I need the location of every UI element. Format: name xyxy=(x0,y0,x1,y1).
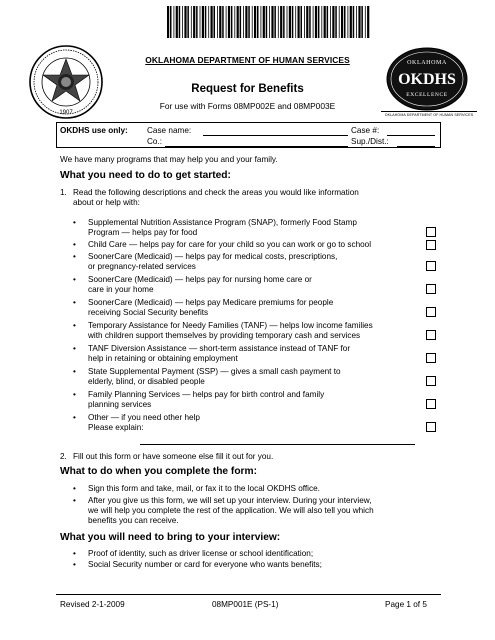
program-item-line2: Program — helps pay for food xyxy=(88,228,198,237)
bullet-dot: • xyxy=(73,321,76,330)
item2-text: Fill out this form or have someone else fill it out for you. xyxy=(73,452,274,461)
bullet-dot: • xyxy=(73,496,76,505)
program-item-line1: Other — if you need other help xyxy=(88,413,200,422)
case-number-field[interactable] xyxy=(387,134,435,136)
section3-bullet2: Social Security number or card for everyone who wants benefits; xyxy=(88,560,322,569)
program-item-line1: SoonerCare (Medicaid) — helps pay Medicare premiums for people xyxy=(88,298,334,307)
program-item-line1: State Supplemental Payment (SSP) — gives a small cash payment to xyxy=(88,367,341,376)
page-subtitle: For use with Forms 08MP002E and 08MP003E xyxy=(159,101,336,111)
office-use-box xyxy=(56,122,441,148)
okdhs-logo xyxy=(385,46,469,112)
program-item-line1: Temporary Assistance for Needy Families (TANF) — helps low income families xyxy=(88,321,373,330)
bullet-dot: • xyxy=(73,390,76,399)
logo-main-text: OKDHS xyxy=(398,71,456,88)
program-item-line1: Family Planning Services — helps pay for birth control and family xyxy=(88,390,325,399)
logo-top-text: OKLAHOMA xyxy=(407,60,447,66)
bullet-dot: • xyxy=(73,549,76,558)
logo-bottom-text: EXCELLENCE xyxy=(406,92,448,98)
bullet-dot: • xyxy=(73,275,76,284)
item2-number: 2. xyxy=(60,452,67,461)
logo-tagline: OKLAHOMA DEPARTMENT OF HUMAN SERVICES xyxy=(381,111,477,117)
item1-number: 1. xyxy=(60,188,67,197)
seal-year: 1907 xyxy=(59,110,73,116)
agency-name: OKLAHOMA DEPARTMENT OF HUMAN SERVICES xyxy=(145,55,350,65)
bullet-dot: • xyxy=(73,344,76,353)
program-item-line2: receiving Social Security benefits xyxy=(88,308,209,317)
item1-text-line2: about or help with: xyxy=(73,198,140,207)
program-checkbox[interactable] xyxy=(426,353,436,363)
section2-bullet2-line3: benefits you can receive. xyxy=(88,516,179,525)
footer-rule xyxy=(56,594,441,595)
program-checkbox[interactable] xyxy=(426,307,436,317)
bullet-dot: • xyxy=(73,298,76,307)
program-checkbox[interactable] xyxy=(426,330,436,340)
sup-dist-field[interactable] xyxy=(397,145,435,147)
footer-revised: Revised 2-1-2009 xyxy=(60,600,125,609)
bullet-dot: • xyxy=(73,252,76,261)
program-checkbox[interactable] xyxy=(426,240,436,250)
program-checkbox[interactable] xyxy=(426,261,436,271)
section2-heading: What to do when you complete the form: xyxy=(60,466,257,477)
program-item-line2: elderly, blind, or disabled people xyxy=(88,377,205,386)
program-item-line1: Supplemental Nutrition Assistance Program (SNAP), formerly Food Stamp xyxy=(88,218,357,227)
bullet-dot: • xyxy=(73,240,76,249)
state-seal-icon xyxy=(28,44,104,120)
bullet-dot: • xyxy=(73,484,76,493)
item1-text-line1: Read the following descriptions and check the areas you would like information xyxy=(73,188,359,197)
page-title: Request for Benefits xyxy=(191,83,304,95)
case-number-label: Case #: xyxy=(351,126,380,135)
program-item-line2: with children support themselves by providing temporary cash and services xyxy=(88,331,361,340)
bullet-dot: • xyxy=(73,367,76,376)
program-item-line2: planning services xyxy=(88,400,152,409)
program-item-line2: care in your home xyxy=(88,285,154,294)
program-item-line1: TANF Diversion Assistance — short-term assistance instead of TANF for xyxy=(88,344,351,353)
program-item-line1: SoonerCare (Medicaid) — helps pay for nursing home care or xyxy=(88,275,312,284)
program-item-line2: or pregnancy-related services xyxy=(88,262,196,271)
case-name-label: Case name: xyxy=(147,126,192,135)
section1-heading: What you need to do to get started: xyxy=(60,170,231,181)
section3-bullet1: Proof of identity, such as driver license or school identification; xyxy=(88,549,314,558)
program-item-line1: Child Care — helps pay for care for your child so you can work or go to school xyxy=(88,240,372,249)
program-checkbox[interactable] xyxy=(426,376,436,386)
intro-text: We have many programs that may help you and your family. xyxy=(60,155,278,164)
section3-heading: What you will need to bring to your interview: xyxy=(60,532,281,543)
bullet-dot: • xyxy=(73,413,76,422)
other-help-line[interactable] xyxy=(140,443,415,445)
case-name-field[interactable] xyxy=(203,134,348,136)
program-item-line1: SoonerCare (Medicaid) — helps pay for medical costs, prescriptions, xyxy=(88,252,338,261)
barcode-icon xyxy=(165,6,370,38)
county-label: Co.: xyxy=(147,137,163,146)
footer-page-number: Page 1 of 5 xyxy=(385,600,427,609)
program-checkbox[interactable] xyxy=(426,284,436,294)
sup-dist-label: Sup./Dist.: xyxy=(351,137,389,146)
section2-bullet2-line1: After you give us this form, we will set up your interview. During your interview, xyxy=(88,496,372,505)
footer-form-number: 08MP001E (PS-1) xyxy=(212,600,279,609)
okdhs-logo-icon xyxy=(385,46,469,112)
office-use-label: OKDHS use only: xyxy=(60,126,128,135)
section2-bullet2-line2: we will help you complete the rest of the application. We will also tell you which xyxy=(88,506,374,515)
program-item-line2: Please explain: xyxy=(88,423,144,432)
program-checkbox[interactable] xyxy=(426,399,436,409)
bullet-dot: • xyxy=(73,560,76,569)
program-checkbox[interactable] xyxy=(426,227,436,237)
program-checkbox[interactable] xyxy=(426,422,436,432)
program-item-line2: help in retaining or obtaining employment xyxy=(88,354,238,363)
county-field[interactable] xyxy=(165,145,348,147)
bullet-dot: • xyxy=(73,218,76,227)
section2-bullet1: Sign this form and take, mail, or fax it to the local OKDHS office. xyxy=(88,484,320,493)
